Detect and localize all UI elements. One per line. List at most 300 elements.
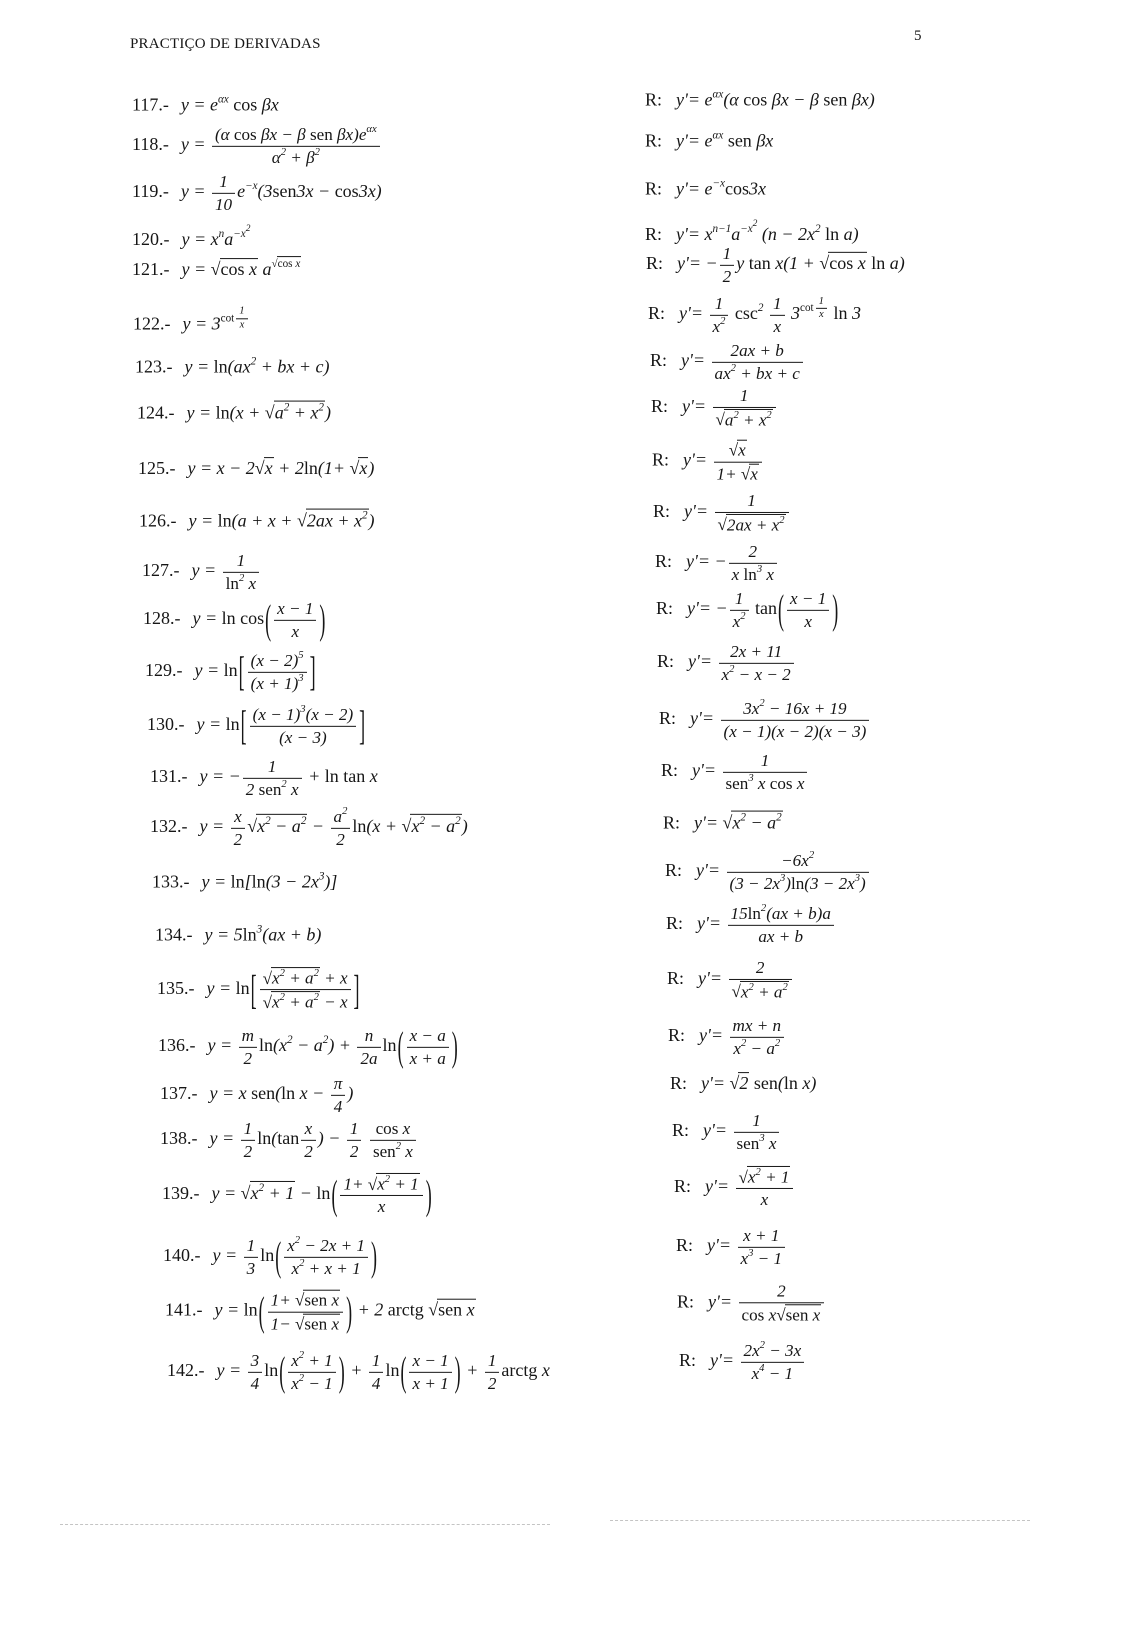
math-text — [726, 774, 749, 793]
radicand — [747, 1166, 791, 1187]
fraction — [712, 341, 803, 383]
radical — [368, 1175, 420, 1194]
radicand — [724, 409, 773, 430]
answer-label: R: — [655, 551, 673, 572]
radical — [716, 410, 773, 429]
fraction-denominator — [250, 727, 357, 748]
delimited-group — [777, 586, 839, 633]
superscript — [272, 258, 302, 270]
fraction-numerator — [260, 967, 351, 990]
fraction-denominator — [331, 1096, 346, 1117]
math-text: 2 — [740, 1037, 747, 1049]
math-text: + x — [319, 968, 348, 988]
math-text: 5 — [298, 650, 304, 662]
math-text: 1 — [267, 756, 277, 776]
fraction-numerator — [284, 1236, 368, 1258]
math-text: 2 — [243, 1048, 253, 1068]
radical — [265, 403, 325, 423]
right-delimiter: ) — [454, 1348, 461, 1395]
function-name: ln — [225, 714, 240, 735]
math-text: (α cos βx − β sen βx) — [723, 89, 875, 110]
right-delimiter: ) — [370, 1233, 377, 1280]
exercise-number: 119.- — [132, 181, 169, 202]
exercise-135-answer — [667, 958, 794, 1002]
function-name: cos — [334, 181, 359, 202]
answer-formula — [676, 131, 773, 151]
math-text: x — [733, 1038, 741, 1058]
math-text: 2 — [279, 968, 285, 980]
math-text: − — [307, 816, 329, 837]
right-delimiter: ) — [338, 1348, 345, 1395]
function-name: sen — [736, 1133, 760, 1153]
math-text: 2 — [300, 815, 307, 828]
math-text: y'= — [707, 1235, 736, 1256]
function-name: ln — [225, 573, 239, 593]
superscript — [362, 510, 368, 522]
exercise-number: 135.- — [157, 978, 195, 999]
math-text: y'= — [694, 812, 723, 833]
function-name: ln — [825, 223, 840, 244]
delimited-group — [399, 1348, 461, 1395]
math-text: 2 — [265, 815, 271, 828]
math-text: 3 — [298, 672, 304, 684]
math-text: )] — [324, 871, 338, 892]
exercise-120-answer — [645, 220, 859, 244]
problem-formula — [205, 925, 322, 945]
exercise-117-problem — [132, 95, 279, 116]
radical — [211, 259, 258, 279]
math-text: + a — [753, 982, 783, 1002]
math-text: y'= — [696, 860, 725, 881]
superscript — [776, 812, 782, 824]
fraction-numerator — [288, 1351, 336, 1373]
math-text: + a — [284, 993, 314, 1013]
math-text: (α cos βx − β sen βx)e — [214, 124, 367, 144]
radicand — [306, 509, 369, 532]
math-text: 3 — [318, 870, 325, 883]
exercise-139-answer — [674, 1166, 795, 1210]
fraction-numerator — [239, 1026, 257, 1048]
math-text: 4 — [371, 1373, 381, 1393]
math-text: x — [264, 458, 273, 479]
answer-formula — [692, 750, 809, 793]
math-text: 1 — [714, 293, 724, 313]
math-text: y'= — [698, 968, 727, 989]
math-text: 2 — [283, 401, 290, 414]
math-text: ) — [347, 1083, 354, 1104]
math-text: y'= — [679, 303, 708, 324]
fraction — [729, 958, 792, 1002]
function-name: ln — [223, 660, 238, 681]
exercise-number: 142.- — [167, 1360, 205, 1381]
function-name: cos — [240, 608, 265, 629]
radicand — [738, 1072, 749, 1094]
math-text: 2 sen — [245, 779, 282, 799]
fraction-denominator — [739, 1303, 825, 1325]
math-text: 2 — [233, 829, 243, 849]
math-text: 3 — [246, 1258, 256, 1278]
math-text: 4 — [333, 1096, 343, 1116]
fraction-numerator — [223, 551, 259, 573]
scan-artifact-line — [610, 1520, 1030, 1521]
fraction-denominator — [770, 316, 785, 337]
fraction-numerator — [734, 1111, 780, 1133]
fraction-denominator — [243, 779, 302, 800]
math-text: x — [250, 1183, 259, 1204]
fraction-numerator — [730, 1016, 785, 1038]
math-text: 2 — [740, 610, 746, 622]
math-text: + x — [738, 410, 767, 430]
delimited-group — [274, 1233, 378, 1280]
superscript — [782, 982, 787, 993]
math-text: x ln — [731, 564, 757, 584]
exercise-number: 141.- — [165, 1300, 203, 1321]
math-text: 2 — [299, 1257, 305, 1269]
problem-formula — [214, 1288, 476, 1335]
radical — [263, 993, 320, 1012]
function-name: sen — [727, 130, 752, 151]
math-text: 1 — [722, 243, 732, 263]
fraction — [243, 757, 302, 799]
math-text: 2 — [815, 222, 821, 235]
fraction — [236, 306, 247, 330]
fraction-denominator — [730, 1038, 785, 1059]
function-name: ln — [235, 978, 250, 999]
math-text: y = — [180, 181, 210, 202]
math-text: sen x — [785, 1304, 821, 1324]
math-text: (ax + b)a — [766, 903, 831, 923]
math-text: ) — [368, 458, 375, 479]
math-text: y'= — [708, 1291, 737, 1312]
fraction — [714, 440, 762, 485]
math-text: 2 — [782, 981, 788, 993]
answer-label: R: — [677, 1291, 695, 1312]
exercise-number: 138.- — [160, 1128, 198, 1149]
fraction-denominator — [729, 980, 792, 1002]
math-text: 2 — [755, 1166, 761, 1178]
left-delimiter: ( — [400, 1348, 407, 1395]
math-text: 2 — [304, 1141, 313, 1161]
function-name: ln — [230, 871, 245, 892]
superscript — [314, 968, 319, 979]
function-name: cos — [233, 124, 257, 144]
math-text: 2 — [776, 811, 782, 824]
fraction-denominator — [340, 1196, 422, 1217]
math-text: − a — [745, 812, 777, 833]
fraction — [720, 244, 735, 286]
fraction-numerator — [714, 440, 762, 463]
exercise-number: 117.- — [132, 94, 169, 115]
fraction-denominator — [407, 1048, 449, 1069]
math-text: y'= x — [676, 223, 713, 244]
exercise-141-answer — [677, 1281, 826, 1324]
exercise-number: 140.- — [163, 1245, 201, 1266]
math-text: x — [818, 309, 824, 321]
fraction — [274, 599, 316, 641]
math-text: ) + — [328, 1035, 356, 1056]
exercise-137-problem — [160, 1074, 353, 1116]
answer-label: R: — [667, 968, 685, 989]
radicand — [277, 256, 302, 270]
fraction-numerator — [409, 1351, 451, 1373]
math-text: + 2ln(1+ — [273, 458, 350, 479]
superscript — [720, 316, 725, 327]
problem-formula — [202, 872, 338, 892]
exercise-number: 128.- — [143, 608, 181, 629]
math-text: 1 — [734, 588, 744, 608]
math-text: y'= — [688, 651, 717, 672]
math-text: x — [764, 1133, 777, 1153]
answer-label: R: — [672, 1120, 690, 1141]
fraction — [728, 904, 834, 946]
left-delimiter: [ — [238, 648, 245, 695]
math-text — [363, 1128, 368, 1148]
math-text: + bx + c) — [256, 356, 330, 377]
fraction-denominator — [409, 1373, 451, 1394]
math-text: 4 — [759, 1362, 765, 1374]
exercise-122-problem — [133, 306, 250, 333]
fraction-numerator — [485, 1351, 500, 1373]
radicand — [737, 440, 747, 461]
math-text: 1+ — [716, 464, 741, 484]
fraction-numerator — [331, 1074, 346, 1096]
exercise-number: 137.- — [160, 1083, 198, 1104]
superscript — [713, 178, 725, 190]
exercise-131-answer — [661, 751, 809, 793]
fraction-denominator — [787, 611, 829, 632]
left-delimiter: [ — [250, 966, 257, 1013]
function-name: sen — [438, 1300, 463, 1321]
math-text: x − 1 — [790, 588, 827, 608]
math-text: 3 — [748, 1247, 754, 1259]
radicand — [303, 1314, 340, 1335]
answer-formula — [681, 340, 805, 383]
function-name: ln — [790, 873, 805, 893]
math-text: x + 1 — [743, 1225, 780, 1245]
math-text: 1 — [739, 385, 749, 405]
math-text: π — [333, 1073, 343, 1093]
exercise-134-answer — [666, 904, 836, 946]
superscript — [245, 180, 257, 192]
left-delimiter: ( — [279, 1348, 286, 1395]
math-text: (n − 2x — [757, 223, 816, 244]
radicand — [437, 1299, 476, 1321]
radicand — [740, 981, 789, 1002]
answer-label: R: — [645, 223, 663, 244]
math-text: −x — [233, 227, 246, 240]
math-text: y = ln(x + — [186, 402, 265, 423]
math-text: n−1 — [712, 222, 732, 235]
math-text: y'= — [692, 760, 721, 781]
math-text: αx — [366, 124, 377, 136]
math-text: 3 — [756, 563, 763, 575]
exercise-119-problem — [132, 172, 382, 214]
math-text: x — [272, 993, 280, 1013]
fraction-denominator — [714, 463, 762, 485]
exercise-134-problem — [155, 925, 321, 946]
math-text: + bx + c — [735, 363, 800, 383]
math-text: x — [762, 564, 774, 584]
math-text: + 1 — [390, 1174, 419, 1194]
superscript — [713, 89, 724, 101]
answer-formula — [694, 813, 783, 833]
radicand — [785, 1304, 822, 1325]
math-text: x — [401, 1141, 413, 1161]
math-text: 2 — [759, 698, 765, 710]
math-text: y'= e — [676, 178, 713, 199]
math-text: 2 — [766, 409, 772, 421]
fraction-numerator — [816, 296, 827, 309]
radical — [272, 258, 302, 270]
problem-formula — [188, 458, 375, 478]
fraction — [730, 1016, 785, 1058]
fraction — [244, 1236, 259, 1278]
math-text: + β — [286, 147, 315, 167]
exercise-number: 120.- — [132, 228, 170, 249]
fraction-denominator — [721, 721, 870, 742]
math-text: − a — [270, 816, 301, 837]
math-text: 2 — [298, 1350, 305, 1362]
math-text: x — [291, 1350, 299, 1370]
math-text: 2 — [313, 968, 319, 980]
math-text: 2 — [755, 957, 765, 977]
fraction-numerator — [347, 1119, 362, 1141]
fraction — [248, 1351, 263, 1393]
math-text: sen x — [304, 1290, 340, 1310]
answer-label: R: — [661, 760, 679, 781]
exercise-140-answer — [676, 1226, 787, 1268]
function-name: csc — [734, 303, 758, 324]
math-text: 2 — [349, 1141, 359, 1161]
fraction-denominator — [720, 266, 735, 287]
fraction-numerator — [274, 599, 316, 621]
math-text: y'= — [697, 913, 726, 934]
math-text: 3 — [748, 772, 754, 784]
math-text: 3 — [300, 704, 306, 716]
math-text: 3 — [250, 1350, 260, 1370]
math-text: y = x − 2 — [187, 458, 255, 479]
radicand — [410, 814, 461, 837]
math-text: (x − 2) — [250, 650, 299, 670]
superscript — [318, 402, 324, 414]
math-text: x — [287, 1235, 295, 1255]
left-delimiter: ( — [331, 1171, 338, 1218]
math-text: 2 — [739, 1073, 749, 1094]
fraction — [331, 1074, 346, 1116]
math-text: y = — [209, 1128, 239, 1149]
fraction-denominator — [212, 194, 235, 215]
right-delimiter: ) — [346, 1288, 353, 1335]
answer-label: R: — [645, 178, 663, 199]
radical — [819, 253, 866, 273]
page-header: PRACTIÇO DE DERIVADAS — [130, 36, 321, 52]
math-text: 2 — [395, 1140, 402, 1152]
superscript — [713, 130, 724, 142]
math-text: 1− — [270, 1314, 296, 1334]
superscript — [779, 515, 784, 526]
right-delimiter: ] — [353, 966, 360, 1013]
math-text: x — [411, 816, 420, 837]
radical — [247, 816, 307, 836]
fraction-numerator — [728, 904, 834, 926]
math-text — [221, 312, 235, 324]
math-text: y'= — [684, 501, 713, 522]
math-text: a — [258, 259, 272, 280]
math-text: 1 — [219, 171, 228, 191]
superscript — [775, 1038, 780, 1049]
math-text: ) — [860, 873, 866, 893]
math-text: ax + b — [758, 926, 804, 946]
answer-formula — [697, 903, 836, 946]
fraction — [721, 699, 870, 741]
function-name: cot — [220, 311, 235, 324]
math-text: y = ln — [196, 714, 240, 735]
left-delimiter: [ — [240, 702, 247, 749]
math-text: + 1 — [264, 1183, 295, 1204]
math-text: 2a — [360, 1048, 378, 1068]
delimited-group — [330, 1173, 432, 1217]
right-delimiter: ) — [319, 596, 326, 643]
math-text: − x − 2 — [734, 664, 791, 684]
exercise-number: 136.- — [158, 1035, 196, 1056]
math-text: − 1 — [304, 1373, 333, 1393]
math-text: − a — [425, 816, 456, 837]
answer-label: R: — [656, 598, 674, 619]
problem-formula — [209, 1073, 354, 1116]
function-name: sen — [251, 1083, 276, 1104]
math-text: x — [773, 316, 782, 336]
math-text: − a — [746, 1038, 775, 1058]
math-text: + a — [284, 968, 314, 988]
math-text: 2 — [243, 1141, 253, 1161]
answer-label: R: — [652, 450, 670, 471]
math-text: y'= − — [687, 598, 728, 619]
fraction-denominator — [347, 1141, 362, 1162]
fraction-denominator — [728, 926, 834, 947]
radicand — [264, 457, 274, 479]
fraction-numerator — [248, 651, 307, 673]
fraction — [713, 386, 776, 430]
fraction-numerator — [712, 341, 803, 363]
fraction-numerator — [407, 1026, 449, 1048]
superscript — [298, 650, 303, 661]
math-text: (x + 1) — [250, 673, 299, 693]
exercise-118-problem — [132, 125, 382, 167]
math-text: y'= − — [686, 551, 727, 572]
math-text: − 3x — [764, 1340, 802, 1360]
math-text: cos x — [375, 1118, 411, 1138]
problem-formula — [180, 171, 382, 214]
function-name: tan — [343, 766, 366, 787]
problem-formula — [194, 648, 317, 695]
math-text: 2 — [752, 218, 758, 229]
fraction-numerator — [739, 1281, 825, 1303]
math-text: − 1 — [753, 1248, 783, 1268]
fraction-denominator — [274, 621, 316, 642]
exercise-number: 133.- — [152, 871, 190, 892]
math-text: 2 — [759, 1340, 765, 1352]
fraction — [407, 1026, 449, 1068]
exercise-123-answer — [650, 341, 805, 383]
math-text: − 16x + 19 — [764, 698, 847, 718]
radicand — [271, 992, 320, 1013]
fraction — [369, 1351, 384, 1393]
function-name: ln — [215, 402, 230, 423]
function-name: tan — [748, 253, 771, 274]
problem-formula — [206, 966, 361, 1013]
exercise-number: 126.- — [139, 510, 177, 531]
math-text: −x — [245, 180, 258, 193]
